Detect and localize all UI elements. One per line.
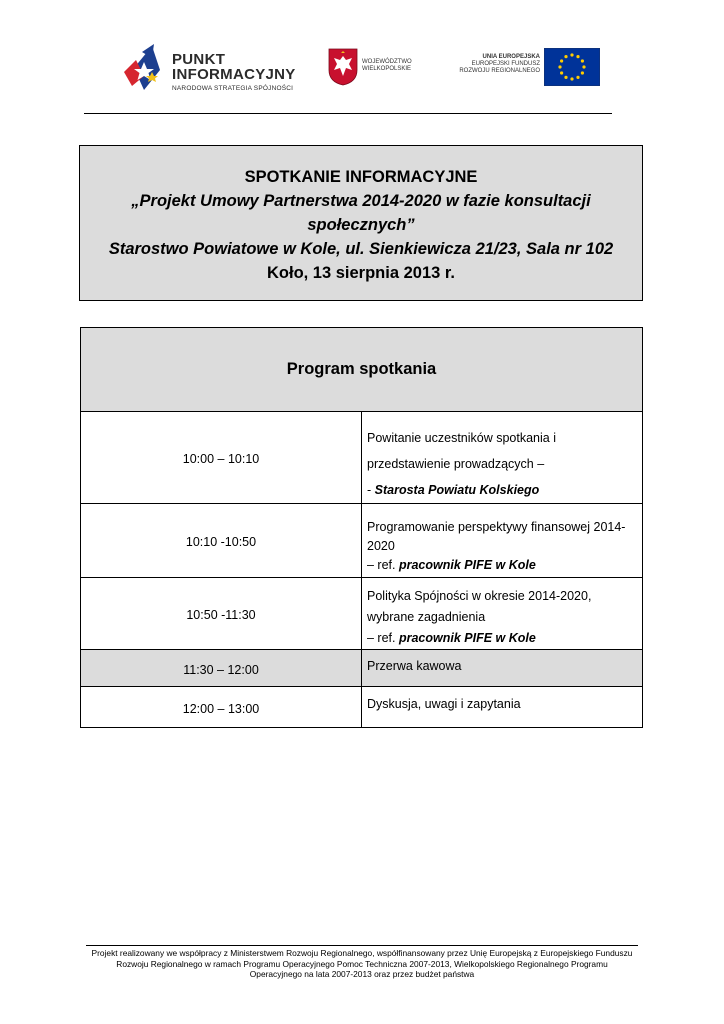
eu-line3: ROZWOJU REGIONALNEGO bbox=[459, 68, 540, 74]
project-title-line2: społecznych” bbox=[307, 216, 415, 234]
pi-subtitle: NARODOWA STRATEGIA SPÓJNOŚCI bbox=[172, 85, 294, 92]
table-row bbox=[81, 412, 643, 504]
meeting-title-box bbox=[79, 145, 643, 301]
agenda-speaker-prefix: – ref. bbox=[367, 631, 399, 645]
pi-title-line1: PUNKT bbox=[172, 51, 226, 68]
wielkopolska-crest-icon bbox=[328, 48, 358, 86]
punkt-informacyjny-title bbox=[172, 52, 296, 82]
punkt-informacyjny-star-icon bbox=[122, 42, 166, 94]
footer-line1: Projekt realizowany we współpracy z Ministerstwem Rozwoju Regionalnego, współfinansowany przez Unię Europejską z Europejskiego Funduszu bbox=[91, 948, 633, 958]
agenda-description bbox=[362, 578, 643, 650]
agenda-time: 10:10 -10:50 bbox=[81, 504, 362, 578]
meeting-location: Starostwo Powiatowe w Kole, ul. Sienkiewicza 21/23, Sala nr 102 bbox=[108, 240, 614, 258]
agenda-time: 11:30 – 12:00 bbox=[81, 650, 362, 687]
agenda-time: 12:00 – 13:00 bbox=[81, 687, 362, 728]
meeting-date: Koło, 13 sierpnia 2013 r. bbox=[266, 264, 455, 282]
eu-flag-icon bbox=[544, 48, 600, 86]
agenda-speaker-name: pracownik PIFE w Kole bbox=[398, 631, 536, 645]
agenda-text: Powitanie uczestników spotkania i przedstawienie prowadzących – bbox=[367, 431, 556, 471]
punkt-informacyjny-logo bbox=[120, 40, 310, 98]
footer-divider bbox=[86, 945, 638, 946]
table-row bbox=[81, 650, 643, 687]
eu-fund-text bbox=[459, 54, 540, 75]
agenda-description bbox=[362, 687, 643, 728]
footer-line2: Rozwoju Regionalnego w ramach Programu Operacyjnego Pomoc Techniczna 2007-2013, Wielkopolskiego Regionalnego Programu bbox=[116, 958, 608, 969]
agenda-description bbox=[362, 504, 643, 578]
agenda-text: Polityka Spójności w okresie 2014-2020, wybrane zagadnienia bbox=[367, 589, 592, 624]
wielkopolska-logo bbox=[328, 48, 428, 88]
eu-fund-logo bbox=[450, 48, 600, 88]
meeting-title: SPOTKANIE INFORMACYJNE bbox=[244, 168, 478, 186]
agenda-speaker bbox=[367, 477, 642, 503]
agenda-description bbox=[362, 412, 643, 504]
wlkp-line1: WOJEWÓDZTWO bbox=[362, 59, 412, 65]
project-title-line1: „Projekt Umowy Partnerstwa 2014-2020 w fazie konsultacji bbox=[131, 192, 591, 210]
agenda-speaker bbox=[367, 556, 642, 575]
agenda-text: Dyskusja, uwagi i zapytania bbox=[367, 697, 521, 711]
eu-line2: EUROPEJSKI FUNDUSZ bbox=[471, 61, 540, 67]
agenda-text: Programowanie perspektywy finansowej 2014-2020 bbox=[367, 520, 626, 553]
agenda-time: 10:00 – 10:10 bbox=[81, 412, 362, 504]
wielkopolska-text bbox=[362, 59, 412, 73]
agenda-speaker-prefix: - bbox=[367, 483, 375, 497]
program-heading: Program spotkania bbox=[81, 328, 643, 412]
header-logos bbox=[120, 38, 610, 100]
pi-title-line2: INFORMACYJNY bbox=[172, 66, 296, 83]
agenda-description bbox=[362, 650, 643, 687]
table-row bbox=[81, 504, 643, 578]
program-table bbox=[80, 327, 643, 728]
program-heading-row bbox=[81, 328, 643, 412]
agenda-time: 10:50 -11:30 bbox=[81, 578, 362, 650]
header-divider bbox=[84, 113, 612, 114]
table-row bbox=[81, 578, 643, 650]
table-row bbox=[81, 687, 643, 728]
footer-note bbox=[78, 948, 646, 980]
eu-line1: UNIA EUROPEJSKA bbox=[482, 54, 540, 60]
footer-line3: Operacyjnego na lata 2007-2013 oraz przez budżet państwa bbox=[249, 969, 475, 980]
agenda-speaker-name: Starosta Powiatu Kolskiego bbox=[374, 483, 540, 497]
agenda-text: Przerwa kawowa bbox=[367, 659, 462, 673]
agenda-speaker-prefix: – ref. bbox=[367, 558, 399, 572]
wlkp-line2: WIELKOPOLSKIE bbox=[362, 66, 412, 72]
agenda-speaker bbox=[367, 628, 642, 649]
agenda-speaker-name: pracownik PIFE w Kole bbox=[398, 558, 536, 572]
